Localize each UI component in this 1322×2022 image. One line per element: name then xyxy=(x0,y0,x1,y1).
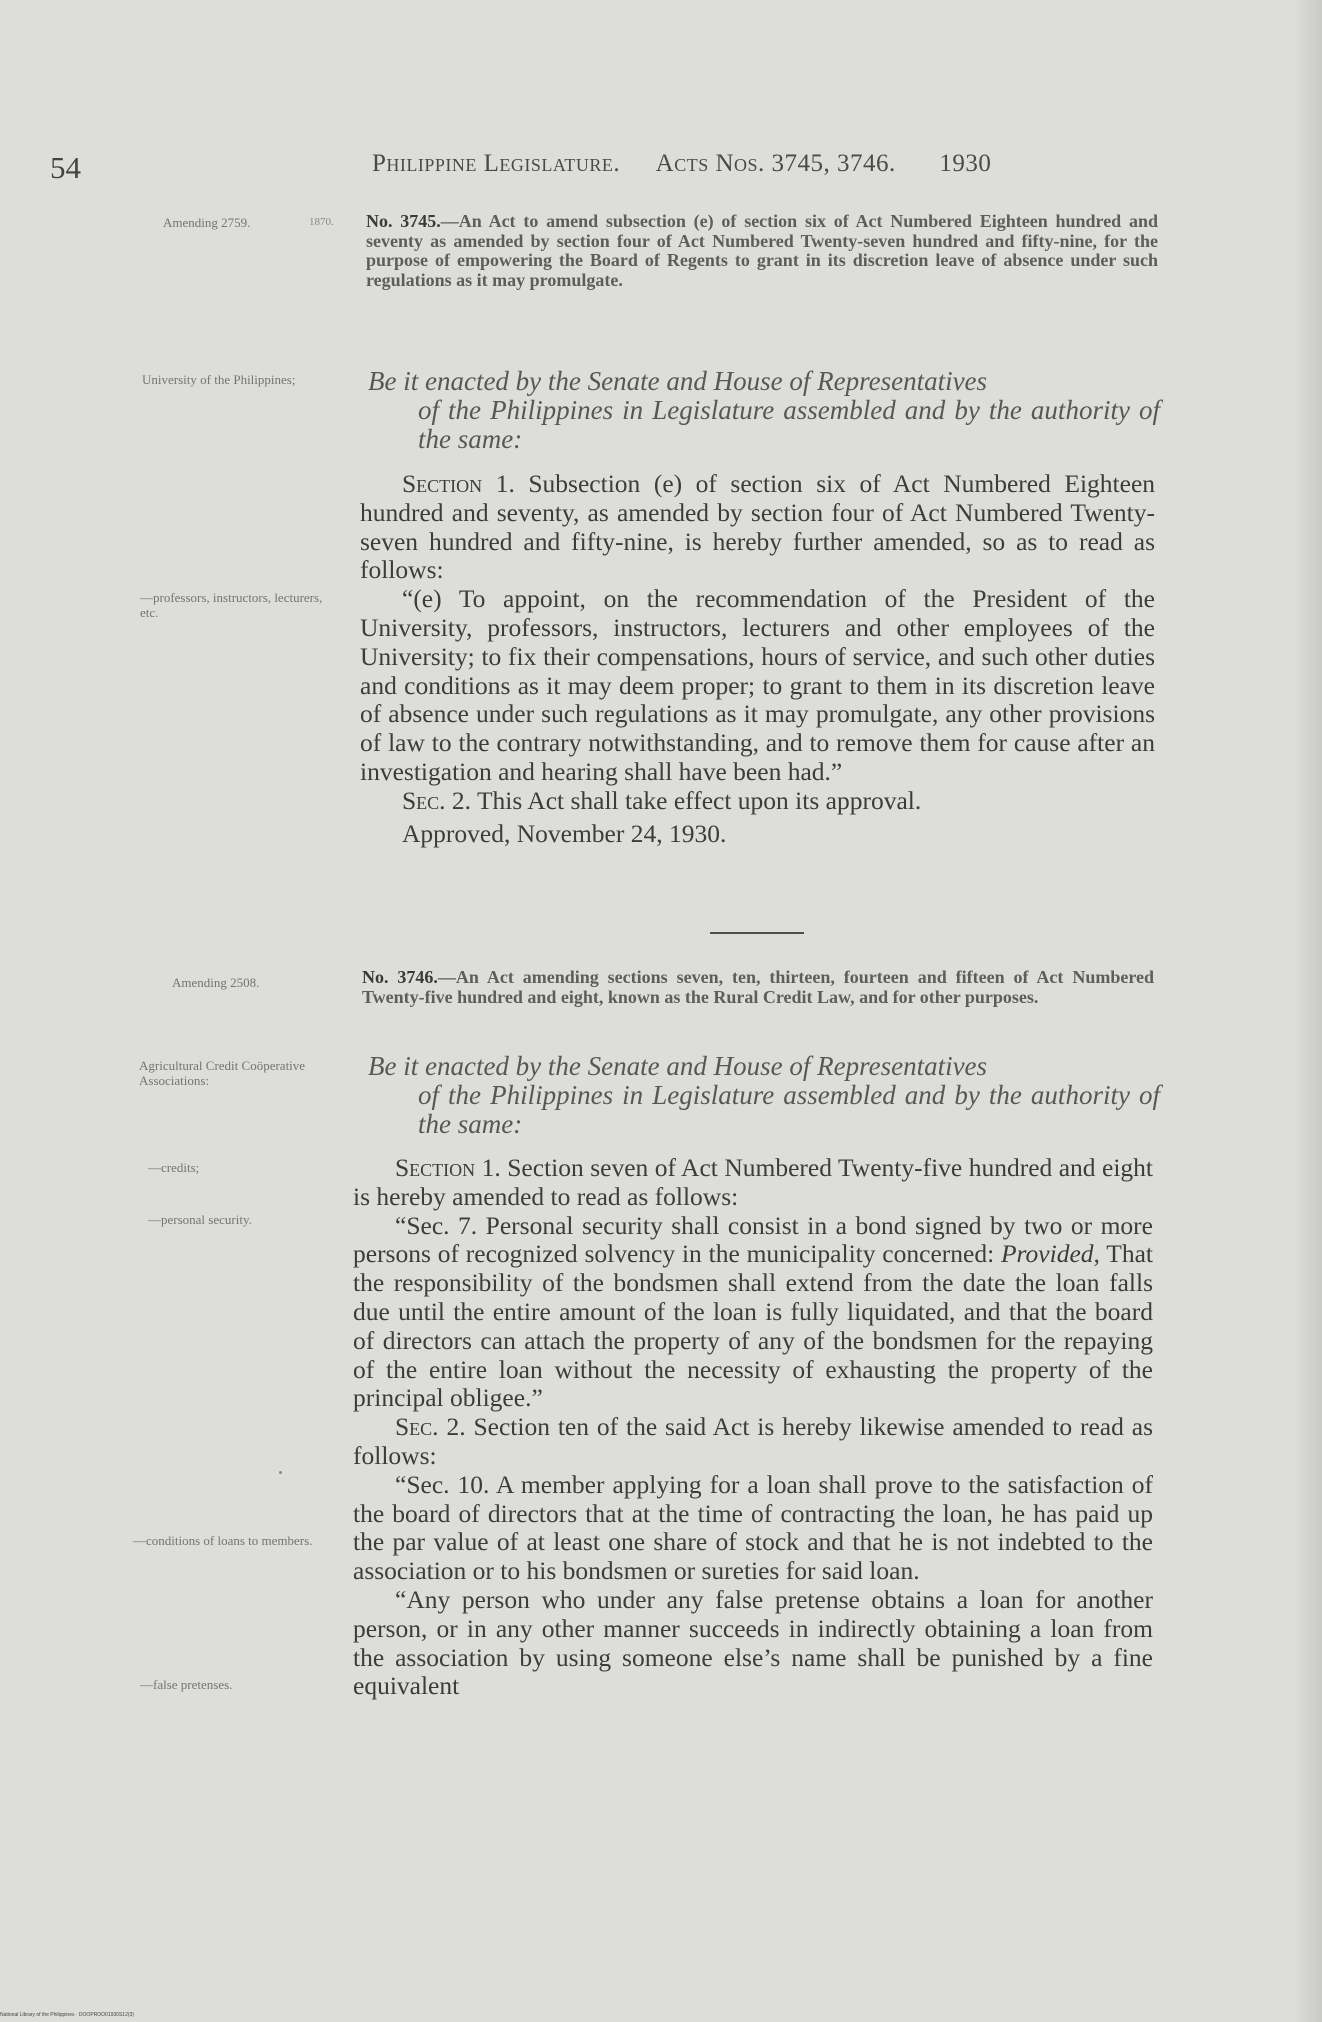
page-edge-shadow xyxy=(1296,0,1322,2022)
act-3745-s1-label: Section 1. xyxy=(402,469,515,498)
act-3745-s2-label: Sec. 2. xyxy=(402,785,472,815)
act-3746-number: No. 3746. xyxy=(362,967,438,987)
act-3745-section-1 xyxy=(360,470,1155,585)
act-3746-sec7-label: “Sec. 7. xyxy=(395,1210,478,1240)
margin-note-personal-security: —personal security. xyxy=(148,1212,252,1227)
margin-note-credits: —credits; xyxy=(148,1160,200,1175)
section-divider xyxy=(710,932,804,934)
margin-note-conditions-of-loans: —conditions of loans to members. xyxy=(133,1533,313,1548)
act-3746-section-10-quote xyxy=(353,1471,1153,1586)
act-3746-s1-label: Section 1. xyxy=(395,1153,501,1182)
margin-reference-number: 1870. xyxy=(309,216,334,228)
scan-credit: National Library of the Philippines · DOOPROO01930S12(3) xyxy=(0,2012,134,2018)
page-number: 54 xyxy=(50,150,81,185)
margin-note-amending-2759: Amending 2759. xyxy=(163,215,251,230)
act-3746-title-text: —An Act amending sections seven, ten, thirteen, fourteen and fifteen of Act Numbered Twenty-five hundred and eight, known as the Rural Credit Law, and for other purposes. xyxy=(362,967,1154,1007)
act-3745-section-2 xyxy=(360,787,1155,816)
act-3745-title-text: —An Act to amend subsection (e) of section six of Act Numbered Eighteen hundred and seventy as amended by section four of Act Numbered Twenty-seven hundred and fifty-nine, for the purpose of empowering the Board of Regents to grant in its discretion leave of absence under such regulations as it may promulgate. xyxy=(366,211,1158,290)
act-3745-s1-text: Subsection (e) of section six of Act Numbered Eighteen hundred and seventy, as amended by section four of Act Numbered Twenty-seven hundred and fifty-nine, is hereby further amended, so as to read as follows: xyxy=(360,469,1156,585)
act-3746-s2-text: Section ten of the said Act is hereby likewise amended to read as follows: xyxy=(353,1412,1153,1470)
running-head-acts: Acts Nos. 3745, 3746. xyxy=(655,150,896,177)
act-3746-sec10-label: “Sec. 10. xyxy=(395,1469,490,1499)
act-3746-enact-first-line: Be it enacted by the Senate and House of Representatives xyxy=(368,1051,988,1081)
margin-note-professors: —professors, instructors, lecturers, etc. xyxy=(140,590,323,620)
act-3746-enact-rest: of the Philippines in Legislature assembled and by the authority of the same: xyxy=(418,1080,1160,1139)
margin-note-agricultural-credit: Agricultural Credit Coöperative Associations: xyxy=(139,1058,306,1088)
act-3746-sec10-text: A member applying for a loan shall prove to the satisfaction of the board of directors that at the time of contracting the loan, he has paid up the par value of at least one share of stock and that he is not indebted to the association or to his bondsmen or sureties for said loan. xyxy=(353,1469,1153,1586)
act-3745-approval: Approved, November 24, 1930. xyxy=(402,818,727,848)
margin-note-false-pretenses: —false pretenses. xyxy=(140,1677,233,1692)
act-3746-section-7-quote xyxy=(353,1212,1153,1414)
act-3746-section-2 xyxy=(353,1413,1153,1471)
act-3745-s2-text: This Act shall take effect upon its approval. xyxy=(471,785,922,815)
act-3746-s1-text: Section seven of Act Numbered Twenty-five hundred and eight is hereby amended to read as follows: xyxy=(353,1153,1154,1211)
act-3745-enact-first-line: Be it enacted by the Senate and House of Representatives xyxy=(368,366,988,396)
act-3745-quoted-amendment: “(e) To appoint, on the recommendation of the President of the University, professors, instructors, lecturers and other employees of the University; to fix their compensations, hours of service, and such other duties and conditions as it may deem proper; to grant to them in its discretion leave of absence under such regulations as it may promulgate, any other provisions of law to the contrary notwithstanding, and to remove them for cause after an investigation and hearing shall have been had.” xyxy=(360,584,1155,786)
act-3746-body xyxy=(353,1154,1153,1701)
act-3745-enact-rest: of the Philippines in Legislature assembled and by the authority of the same: xyxy=(418,395,1160,454)
act-3746-enacting-clause xyxy=(368,1052,1160,1139)
act-3746-sec7-text-a: Personal security shall consist in a bond signed by two or more persons of recognized solvency in the municipality concerned: xyxy=(353,1210,1153,1269)
running-head xyxy=(372,150,991,178)
margin-note-amending-2508: Amending 2508. xyxy=(172,975,260,990)
act-3745-enacting-clause xyxy=(368,367,1160,454)
act-3745-number: No. 3745. xyxy=(366,211,441,231)
act-3746-sec7-text-b: That the responsibility of the bondsmen shall extend from the date the loan falls due until the entire amount of the loan is fully liquidated, and that the board of directors can attach the property of any of the bondsmen for the repaying of the entire loan without the necessity of exhausting the property of the principal obligee.” xyxy=(353,1239,1153,1413)
running-head-year: 1930 xyxy=(939,150,992,177)
act-3746-title xyxy=(362,968,1154,1007)
act-3746-provided: Provided, xyxy=(1000,1239,1100,1269)
margin-note-university: University of the Philippines; xyxy=(142,372,296,387)
act-3746-section-1 xyxy=(353,1154,1153,1212)
speck xyxy=(279,1471,282,1474)
act-3745-body xyxy=(360,470,1155,848)
running-head-title: Philippine Legislature. xyxy=(372,150,621,177)
act-3745-title xyxy=(366,212,1158,290)
act-3746-false-pretense-clause: “Any person who under any false pretense obtains a loan for another person, or in any other manner succeeds in indirectly obtaining a loan from the association by using someone else’s name shall be punished by a fine equivalent xyxy=(353,1584,1153,1701)
act-3746-s2-label: Sec. 2. xyxy=(395,1412,466,1442)
